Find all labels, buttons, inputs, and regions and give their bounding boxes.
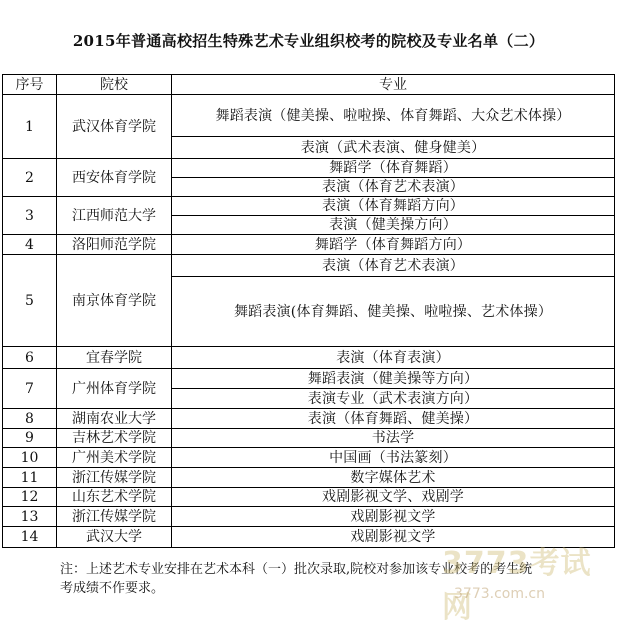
major-name: 戏剧影视文学、戏剧学 [172, 488, 615, 507]
footnote-line-2: 考成绩不作要求。 [60, 581, 165, 596]
header-school: 院校 [57, 75, 172, 95]
school-name: 山东艺术学院 [57, 488, 172, 507]
header-row [3, 75, 615, 95]
major-name: 表演（体育舞蹈方向） [172, 197, 615, 216]
school-name: 浙江传媒学院 [57, 507, 172, 527]
school-name: 武汉大学 [57, 527, 172, 548]
school-name: 湖南农业大学 [57, 409, 172, 429]
major-name: 表演（体育艺术表演） [172, 178, 615, 197]
row-index: 2 [3, 159, 57, 197]
row-index: 12 [3, 488, 57, 507]
school-name: 洛阳师范学院 [57, 235, 172, 255]
header-index: 序号 [3, 75, 57, 95]
school-name: 广州美术学院 [57, 448, 172, 468]
table-row [3, 507, 615, 527]
major-name: 舞蹈表演(体育舞蹈、健美操、啦啦操、艺术体操） [172, 277, 615, 347]
school-name: 南京体育学院 [57, 255, 172, 347]
watermark-logo [442, 538, 612, 625]
table-row [3, 488, 615, 507]
table-row [3, 448, 615, 468]
row-index: 9 [3, 429, 57, 448]
major-name: 戏剧影视文学 [172, 507, 615, 527]
major-name: 舞蹈学（体育舞蹈方向） [172, 235, 615, 255]
major-name: 戏剧影视文学 [172, 527, 615, 548]
row-index: 8 [3, 409, 57, 429]
table-row [3, 235, 615, 255]
school-name: 浙江传媒学院 [57, 468, 172, 488]
table-row [3, 255, 615, 277]
row-index: 4 [3, 235, 57, 255]
table-row [3, 409, 615, 429]
row-index: 13 [3, 507, 57, 527]
major-name: 舞蹈表演（健美操等方向） [172, 369, 615, 389]
major-name: 表演（健美操方向） [172, 216, 615, 235]
major-name: 中国画（书法篆刻） [172, 448, 615, 468]
school-name: 西安体育学院 [57, 159, 172, 197]
major-name: 表演（体育艺术表演） [172, 255, 615, 277]
row-index: 5 [3, 255, 57, 347]
table-row [3, 347, 615, 369]
row-index: 10 [3, 448, 57, 468]
footnote-line-1: 注：上述艺术专业安排在艺术本科（一）批次录取,院校对参加该专业校考的考生统 [60, 562, 533, 577]
header-major: 专业 [172, 75, 615, 95]
table-row [3, 197, 615, 216]
table-row [3, 429, 615, 448]
major-name: 表演（体育表演） [172, 347, 615, 369]
row-index: 11 [3, 468, 57, 488]
major-name: 表演（体育舞蹈、健美操） [172, 409, 615, 429]
document-title: 2015年普通高校招生特殊艺术专业组织校考的院校及专业名单（二） [72, 32, 545, 50]
major-name: 表演（武术表演、健身健美） [172, 137, 615, 159]
table-row [3, 95, 615, 137]
row-index: 3 [3, 197, 57, 235]
school-name: 武汉体育学院 [57, 95, 172, 159]
row-index: 1 [3, 95, 57, 159]
major-name: 书法学 [172, 429, 615, 448]
watermark-url: 3773.com.cn [454, 586, 545, 602]
table-body [3, 75, 615, 548]
table-row [3, 369, 615, 389]
table-row [3, 468, 615, 488]
table-row [3, 159, 615, 178]
watermark-big-text: 3773考试网 [442, 546, 592, 625]
school-major-table [2, 74, 615, 548]
row-index: 14 [3, 527, 57, 548]
major-name: 数字媒体艺术 [172, 468, 615, 488]
major-name: 舞蹈学（体育舞蹈） [172, 159, 615, 178]
major-name: 表演专业（武术表演方向） [172, 389, 615, 409]
major-name: 舞蹈表演（健美操、啦啦操、体育舞蹈、大众艺术体操） [172, 95, 615, 137]
row-index: 6 [3, 347, 57, 369]
school-name: 吉林艺术学院 [57, 429, 172, 448]
school-name: 宜春学院 [57, 347, 172, 369]
row-index: 7 [3, 369, 57, 409]
school-name: 广州体育学院 [57, 369, 172, 409]
school-name: 江西师范大学 [57, 197, 172, 235]
